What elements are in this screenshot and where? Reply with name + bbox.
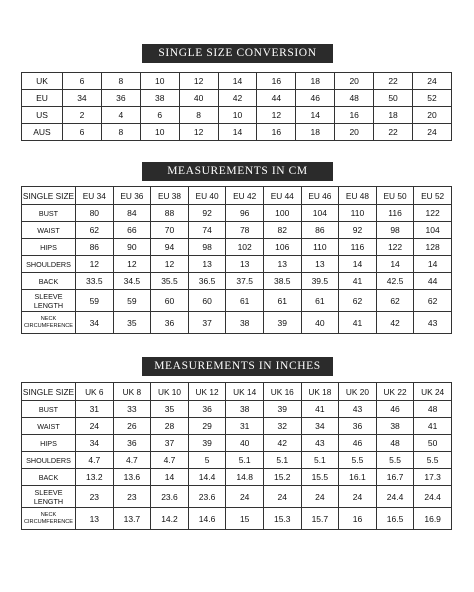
table-cell: 41 xyxy=(339,273,377,290)
column-header: EU 44 xyxy=(263,187,301,205)
table-cell: 10 xyxy=(218,107,257,124)
table-row xyxy=(22,256,452,273)
table-cell: 62 xyxy=(76,222,114,239)
table-cell: 40 xyxy=(301,312,339,334)
table-cell: 36 xyxy=(188,401,226,418)
table-cell: 16 xyxy=(257,73,296,90)
table-cell: 8 xyxy=(101,124,140,141)
table-cell: 23 xyxy=(76,486,114,508)
table-cell: 28 xyxy=(151,418,189,435)
column-header: EU 50 xyxy=(376,187,414,205)
table-cell: 12 xyxy=(76,256,114,273)
column-header: UK 8 xyxy=(113,383,151,401)
table-cell: 39 xyxy=(188,435,226,452)
table-cell: 2 xyxy=(63,107,102,124)
table-cell: 88 xyxy=(151,205,189,222)
table-cell: 116 xyxy=(339,239,377,256)
table-cell: 44 xyxy=(257,90,296,107)
table-cell: 4.7 xyxy=(76,452,114,469)
table-cell: 18 xyxy=(296,124,335,141)
table-row xyxy=(22,124,452,141)
table-cell: 46 xyxy=(339,435,377,452)
table-cell: 5.5 xyxy=(414,452,452,469)
table-cell: 6 xyxy=(63,73,102,90)
table-cell: 94 xyxy=(151,239,189,256)
table-cell: 34 xyxy=(63,90,102,107)
table-cell: 62 xyxy=(376,290,414,312)
table-row xyxy=(22,290,452,312)
table-cell: 39 xyxy=(263,312,301,334)
table-cell: 24 xyxy=(226,486,264,508)
conversion-title: SINGLE SIZE CONVERSION xyxy=(142,44,333,63)
table-cell: 102 xyxy=(226,239,264,256)
table-cell: 14 xyxy=(218,124,257,141)
table-cell: 36 xyxy=(101,90,140,107)
table-cell: 59 xyxy=(113,290,151,312)
table-cell: 24 xyxy=(413,73,452,90)
row-label: BUST xyxy=(22,205,76,222)
table-cell: 35 xyxy=(151,401,189,418)
table-cell: 104 xyxy=(414,222,452,239)
table-cell: 20 xyxy=(335,73,374,90)
row-label: BACK xyxy=(22,273,76,290)
table-cell: 37 xyxy=(151,435,189,452)
table-row xyxy=(22,222,452,239)
table-row xyxy=(22,418,452,435)
measurements-inches-table xyxy=(21,382,452,530)
column-header: UK 10 xyxy=(151,383,189,401)
table-cell: 62 xyxy=(339,290,377,312)
table-cell: 13 xyxy=(76,508,114,530)
table-cell: 14.4 xyxy=(188,469,226,486)
measurements-cm-table xyxy=(21,186,452,334)
table-cell: 24 xyxy=(76,418,114,435)
table-cell: 38.5 xyxy=(263,273,301,290)
table-cell: 12 xyxy=(179,124,218,141)
table-cell: 62 xyxy=(414,290,452,312)
table-cell: 86 xyxy=(76,239,114,256)
table-cell: 61 xyxy=(301,290,339,312)
table-cell: 13 xyxy=(301,256,339,273)
cm-title: MEASUREMENTS IN CM xyxy=(142,162,333,181)
table-cell: 24.4 xyxy=(376,486,414,508)
row-label: SLEEVE LENGTH xyxy=(22,290,76,312)
table-row xyxy=(22,508,452,530)
table-cell: 24 xyxy=(339,486,377,508)
table-cell: 80 xyxy=(76,205,114,222)
table-cell: 5.1 xyxy=(301,452,339,469)
table-cell: 60 xyxy=(151,290,189,312)
row-label: EU xyxy=(22,90,63,107)
table-cell: 46 xyxy=(296,90,335,107)
table-cell: 15.7 xyxy=(301,508,339,530)
table-cell: 110 xyxy=(301,239,339,256)
row-label: SHOULDERS xyxy=(22,256,76,273)
table-header-row xyxy=(22,383,452,401)
column-header: UK 14 xyxy=(226,383,264,401)
table-cell: 110 xyxy=(339,205,377,222)
column-header: UK 20 xyxy=(339,383,377,401)
table-cell: 22 xyxy=(374,124,413,141)
column-header: EU 48 xyxy=(339,187,377,205)
table-cell: 39.5 xyxy=(301,273,339,290)
table-cell: 37.5 xyxy=(226,273,264,290)
column-header: UK 24 xyxy=(414,383,452,401)
table-cell: 50 xyxy=(414,435,452,452)
table-cell: 40 xyxy=(226,435,264,452)
table-cell: 59 xyxy=(76,290,114,312)
row-label: SHOULDERS xyxy=(22,452,76,469)
table-cell: 46 xyxy=(376,401,414,418)
table-cell: 92 xyxy=(339,222,377,239)
table-cell: 5 xyxy=(188,452,226,469)
table-cell: 5.1 xyxy=(226,452,264,469)
table-cell: 6 xyxy=(63,124,102,141)
table-cell: 48 xyxy=(414,401,452,418)
table-cell: 22 xyxy=(374,73,413,90)
row-label: NECK CIRCUMFERENCE xyxy=(22,312,76,334)
table-cell: 24 xyxy=(413,124,452,141)
table-cell: 14 xyxy=(151,469,189,486)
table-cell: 34 xyxy=(76,312,114,334)
column-header: EU 42 xyxy=(226,187,264,205)
table-cell: 122 xyxy=(376,239,414,256)
table-cell: 5.1 xyxy=(263,452,301,469)
size-conversion-table xyxy=(21,72,452,141)
table-cell: 122 xyxy=(414,205,452,222)
table-header-row xyxy=(22,187,452,205)
table-cell: 100 xyxy=(263,205,301,222)
row-label: NECK CIRCUMFERENCE xyxy=(22,508,76,530)
table-cell: 31 xyxy=(76,401,114,418)
table-cell: 128 xyxy=(414,239,452,256)
row-label: US xyxy=(22,107,63,124)
column-header: UK 6 xyxy=(76,383,114,401)
table-cell: 13 xyxy=(263,256,301,273)
column-header: UK 16 xyxy=(263,383,301,401)
table-cell: 15.5 xyxy=(301,469,339,486)
table-cell: 41 xyxy=(301,401,339,418)
row-label: BACK xyxy=(22,469,76,486)
table-cell: 86 xyxy=(301,222,339,239)
table-cell: 36 xyxy=(339,418,377,435)
table-cell: 12 xyxy=(151,256,189,273)
table-row xyxy=(22,273,452,290)
table-cell: 96 xyxy=(226,205,264,222)
table-cell: 26 xyxy=(113,418,151,435)
table-cell: 23.6 xyxy=(151,486,189,508)
table-cell: 33.5 xyxy=(76,273,114,290)
table-cell: 38 xyxy=(376,418,414,435)
table-row xyxy=(22,486,452,508)
table-cell: 84 xyxy=(113,205,151,222)
table-cell: 10 xyxy=(140,73,179,90)
column-header: EU 52 xyxy=(414,187,452,205)
table-cell: 16.7 xyxy=(376,469,414,486)
table-cell: 61 xyxy=(226,290,264,312)
table-cell: 32 xyxy=(263,418,301,435)
table-cell: 82 xyxy=(263,222,301,239)
inches-title: MEASUREMENTS IN INCHES xyxy=(142,357,333,376)
table-cell: 38 xyxy=(226,401,264,418)
table-cell: 29 xyxy=(188,418,226,435)
row-label: UK xyxy=(22,73,63,90)
table-cell: 13.7 xyxy=(113,508,151,530)
table-cell: 60 xyxy=(188,290,226,312)
table-cell: 43 xyxy=(339,401,377,418)
table-cell: 34.5 xyxy=(113,273,151,290)
table-cell: 24.4 xyxy=(414,486,452,508)
table-row xyxy=(22,401,452,418)
table-cell: 18 xyxy=(296,73,335,90)
table-cell: 16.1 xyxy=(339,469,377,486)
table-cell: 40 xyxy=(179,90,218,107)
table-cell: 61 xyxy=(263,290,301,312)
table-cell: 14.6 xyxy=(188,508,226,530)
table-cell: 41 xyxy=(414,418,452,435)
table-cell: 16 xyxy=(335,107,374,124)
table-row xyxy=(22,205,452,222)
table-cell: 14 xyxy=(339,256,377,273)
table-cell: 6 xyxy=(140,107,179,124)
row-label: WAIST xyxy=(22,418,76,435)
row-label: HIPS xyxy=(22,435,76,452)
row-label: HIPS xyxy=(22,239,76,256)
table-row xyxy=(22,73,452,90)
table-cell: 16 xyxy=(339,508,377,530)
table-cell: 17.3 xyxy=(414,469,452,486)
table-cell: 52 xyxy=(413,90,452,107)
column-header: SINGLE SIZE xyxy=(22,383,76,401)
table-cell: 36 xyxy=(151,312,189,334)
table-cell: 33 xyxy=(113,401,151,418)
table-cell: 18 xyxy=(374,107,413,124)
column-header: UK 18 xyxy=(301,383,339,401)
table-cell: 48 xyxy=(335,90,374,107)
table-cell: 90 xyxy=(113,239,151,256)
table-cell: 13.2 xyxy=(76,469,114,486)
table-cell: 4.7 xyxy=(113,452,151,469)
table-cell: 42 xyxy=(263,435,301,452)
table-cell: 15.3 xyxy=(263,508,301,530)
table-cell: 41 xyxy=(339,312,377,334)
table-cell: 42.5 xyxy=(376,273,414,290)
table-row xyxy=(22,239,452,256)
table-cell: 20 xyxy=(413,107,452,124)
table-cell: 92 xyxy=(188,205,226,222)
row-label: SLEEVE LENGTH xyxy=(22,486,76,508)
column-header: EU 36 xyxy=(113,187,151,205)
table-cell: 13 xyxy=(226,256,264,273)
table-cell: 38 xyxy=(226,312,264,334)
table-row xyxy=(22,435,452,452)
table-row xyxy=(22,452,452,469)
table-cell: 44 xyxy=(414,273,452,290)
table-cell: 37 xyxy=(188,312,226,334)
table-cell: 42 xyxy=(376,312,414,334)
table-cell: 78 xyxy=(226,222,264,239)
column-header: UK 12 xyxy=(188,383,226,401)
table-cell: 4 xyxy=(101,107,140,124)
table-cell: 12 xyxy=(113,256,151,273)
column-header: EU 38 xyxy=(151,187,189,205)
table-cell: 35 xyxy=(113,312,151,334)
table-cell: 38 xyxy=(140,90,179,107)
table-cell: 12 xyxy=(257,107,296,124)
table-row xyxy=(22,312,452,334)
column-header: UK 22 xyxy=(376,383,414,401)
table-cell: 14 xyxy=(414,256,452,273)
table-cell: 104 xyxy=(301,205,339,222)
table-cell: 116 xyxy=(376,205,414,222)
table-cell: 8 xyxy=(101,73,140,90)
row-label: AUS xyxy=(22,124,63,141)
table-cell: 14 xyxy=(296,107,335,124)
table-row xyxy=(22,107,452,124)
column-header: EU 34 xyxy=(76,187,114,205)
table-cell: 34 xyxy=(76,435,114,452)
table-cell: 36.5 xyxy=(188,273,226,290)
table-cell: 16 xyxy=(257,124,296,141)
row-label: BUST xyxy=(22,401,76,418)
table-cell: 66 xyxy=(113,222,151,239)
table-cell: 8 xyxy=(179,107,218,124)
row-label: WAIST xyxy=(22,222,76,239)
table-cell: 106 xyxy=(263,239,301,256)
table-cell: 24 xyxy=(301,486,339,508)
table-cell: 16.5 xyxy=(376,508,414,530)
table-cell: 36 xyxy=(113,435,151,452)
table-cell: 43 xyxy=(301,435,339,452)
column-header: SINGLE SIZE xyxy=(22,187,76,205)
table-cell: 98 xyxy=(376,222,414,239)
table-cell: 74 xyxy=(188,222,226,239)
table-cell: 12 xyxy=(179,73,218,90)
table-cell: 23.6 xyxy=(188,486,226,508)
column-header: EU 40 xyxy=(188,187,226,205)
table-cell: 16.9 xyxy=(414,508,452,530)
table-cell: 20 xyxy=(335,124,374,141)
column-header: EU 46 xyxy=(301,187,339,205)
table-cell: 24 xyxy=(263,486,301,508)
table-cell: 70 xyxy=(151,222,189,239)
table-cell: 14.2 xyxy=(151,508,189,530)
table-cell: 42 xyxy=(218,90,257,107)
table-cell: 98 xyxy=(188,239,226,256)
table-cell: 13.6 xyxy=(113,469,151,486)
table-cell: 50 xyxy=(374,90,413,107)
table-row xyxy=(22,90,452,107)
table-row xyxy=(22,469,452,486)
table-cell: 35.5 xyxy=(151,273,189,290)
table-cell: 13 xyxy=(188,256,226,273)
table-cell: 48 xyxy=(376,435,414,452)
table-cell: 4.7 xyxy=(151,452,189,469)
table-cell: 34 xyxy=(301,418,339,435)
table-cell: 14 xyxy=(218,73,257,90)
table-cell: 5.5 xyxy=(376,452,414,469)
table-cell: 39 xyxy=(263,401,301,418)
table-cell: 10 xyxy=(140,124,179,141)
table-cell: 31 xyxy=(226,418,264,435)
table-cell: 14 xyxy=(376,256,414,273)
table-cell: 14.8 xyxy=(226,469,264,486)
table-cell: 15.2 xyxy=(263,469,301,486)
table-cell: 15 xyxy=(226,508,264,530)
table-cell: 5.5 xyxy=(339,452,377,469)
table-cell: 23 xyxy=(113,486,151,508)
table-cell: 43 xyxy=(414,312,452,334)
